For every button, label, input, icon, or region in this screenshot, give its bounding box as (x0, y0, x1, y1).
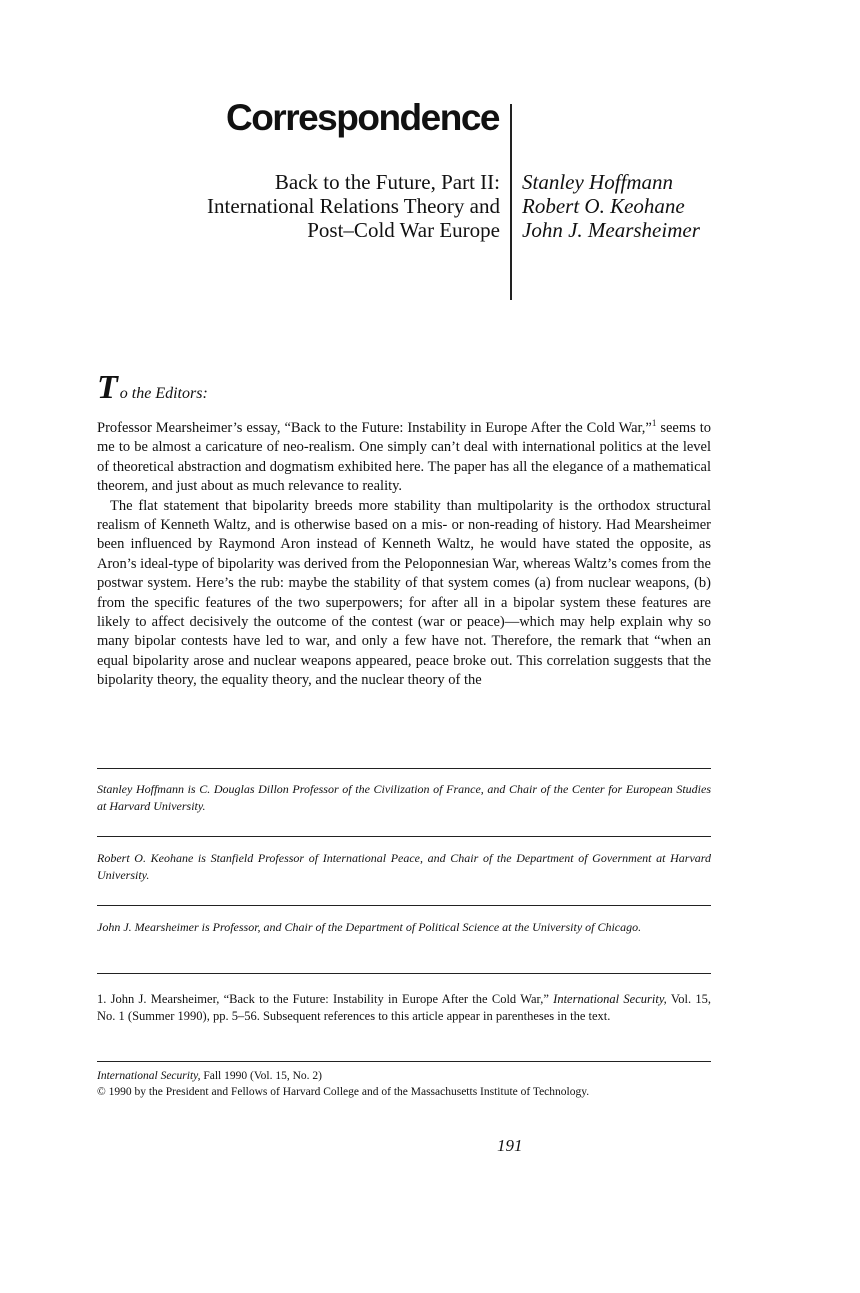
author-name: Stanley Hoffmann (522, 170, 674, 194)
rule (97, 905, 711, 906)
footnote-journal: International Security, (553, 992, 667, 1006)
footnote-text: Vol. 15, No. 1 (Summer 1990), pp. 5–56. Subsequent references to this article appear in parentheses in the text. (97, 992, 712, 1023)
footnote (97, 991, 711, 1025)
vertical-divider (510, 104, 512, 300)
salutation-text: o the Editors: (119, 385, 208, 402)
author-note: Stanley Hoffmann is C. Douglas Dillon Professor of the Civilization of France, and Chair of the Center for European Studies at Harvard University. (97, 782, 711, 813)
paragraph-text: seems to me to be almost a caricature of neo-realism. One simply can’t deal with international politics at the level of theoretical abstraction and dogmatism exhibited here. The paper has all the elegance of a mathematical theorem, and just about as much relevance to reality. (97, 420, 711, 495)
author-name: John J. Mearsheimer (522, 218, 700, 242)
paragraph-text: Professor Mearsheimer’s essay, “Back to the Future: Instability in Europe After the Cold War,” (97, 420, 652, 436)
page-heading: Correspondence (225, 97, 499, 138)
copyright-line: © 1990 by the President and Fellows of Harvard College and of the Massachusetts Institute of Technology. (97, 1086, 590, 1098)
rule (97, 973, 711, 974)
author-note: John J. Mearsheimer is Professor, and Chair of the Department of Political Science at the University of Chicago. (97, 920, 642, 934)
footnote-number: 1. (97, 992, 107, 1006)
letter-body (97, 419, 711, 691)
rule (97, 836, 711, 837)
drop-cap: T (97, 369, 118, 406)
title-line: Post–Cold War Europe (307, 218, 500, 242)
paragraph: The flat statement that bipolarity breeds more stability than multipolarity is the orthodox structural realism of Kenneth Waltz, and is otherwise based on a mis- or non-reading of history. Had Mearsheimer been influenced by Raymond Aron instead of Kenneth Waltz, he would have stated the opposite, as Aron’s ideal-type of bipolarity was derived from the Peloponnesian War, whereas Waltz’s comes from the postwar system. Here’s the rub: maybe the stability of that system comes (a) from nuclear weapons, (b) from the specific features of the two superpowers; for after all in a bipolar system these features are likely to affect decisively the outcome of the contest (war or peace)—which may help explain why so many bipolar contests have led to war, and only a few have not. Therefore, the remark that “when an equal bipolarity arose and nuclear weapons appeared, peace broke out. This correlation suggests that the bipolarity theory, the equality theory, and the nuclear theory of the (97, 497, 711, 689)
title-line: International Relations Theory and (207, 194, 500, 218)
publication-info (97, 1068, 737, 1100)
paragraph (97, 419, 711, 497)
footnote-ref: 1 (651, 418, 657, 428)
page-number: 191 (497, 1136, 523, 1155)
title-line: Back to the Future, Part II: (274, 170, 500, 194)
issue-info: Fall 1990 (Vol. 15, No. 2) (200, 1070, 322, 1082)
author-list (522, 170, 842, 242)
author-note: Robert O. Keohane is Stanfield Professor of International Peace, and Chair of the Department of Government at Harvard University. (97, 851, 711, 882)
journal-name: International Security, (97, 1070, 201, 1082)
article-title (110, 170, 500, 242)
rule (97, 768, 711, 769)
salutation (97, 369, 208, 407)
rule (97, 1061, 711, 1062)
footnote-text: John J. Mearsheimer, “Back to the Future: Instability in Europe After the Cold War,” (106, 992, 554, 1006)
author-name: Robert O. Keohane (522, 194, 685, 218)
